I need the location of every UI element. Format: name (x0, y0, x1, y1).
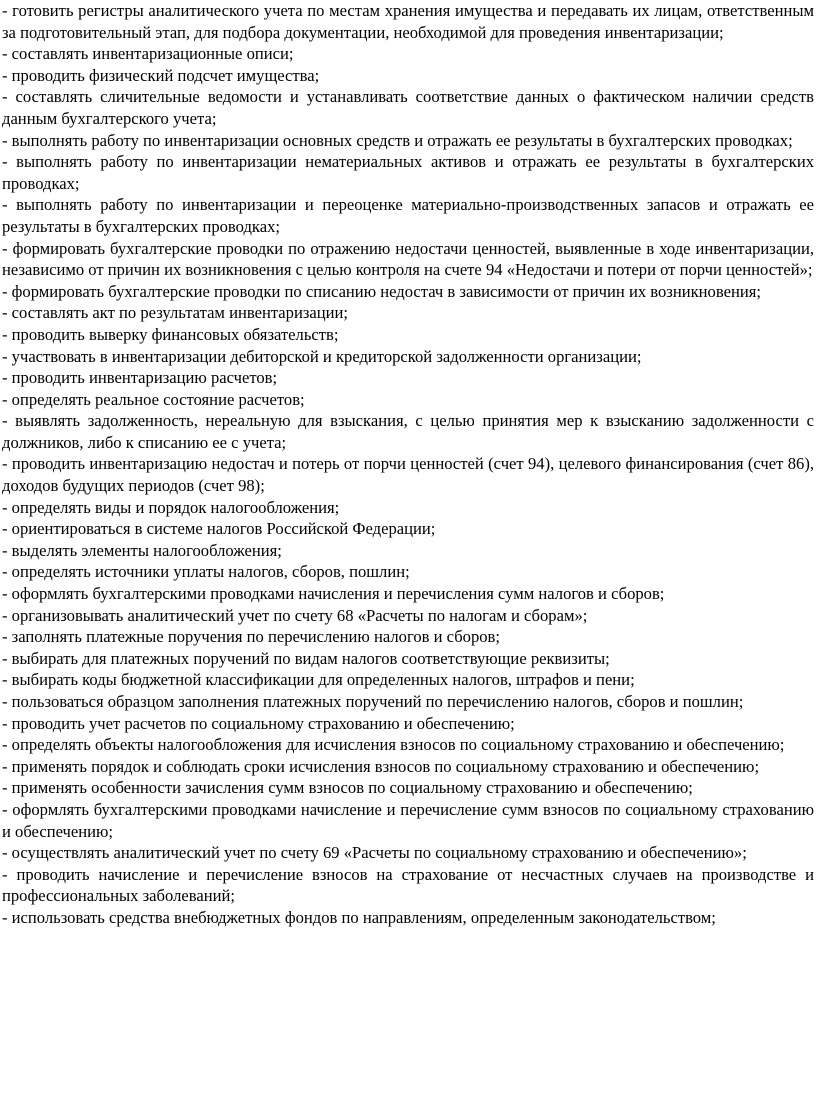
list-item: - определять виды и порядок налогообложения; (2, 497, 340, 517)
list-item: - осуществлять аналитический учет по счету 69 «Расчеты по социальному страхованию и обеспечению»; (2, 843, 747, 863)
list-item: - определять объекты налогообложения для исчисления взносов по социальному страхованию и обеспечению; (2, 735, 785, 755)
list-item: - участвовать в инвентаризации дебиторской и кредиторской задолженности организации; (2, 346, 642, 366)
list-item: - пользоваться образцом заполнения платежных поручений по перечислению налогов, сборов и пошлин; (2, 692, 744, 711)
list-item: - составлять акт по результатам инвентаризации; (2, 303, 348, 323)
list-item: - проводить выверку финансовых обязательств; (2, 324, 339, 344)
list-item: - проводить инвентаризацию недостач и потерь от порчи ценностей (счет 94), целевого финансирования (счет 86), доходов будущих периодов (счет 98); (2, 454, 814, 496)
list-item: - проводить инвентаризацию расчетов; (2, 368, 278, 388)
list-item: - готовить регистры аналитического учета по местам хранения имущества и передавать их лицам, ответственным за подготовительный этап, для подбора документации, необходимой для проведения инвентаризации; (2, 1, 814, 42)
list-item: - выделять элементы налогообложения; (2, 540, 282, 560)
list-item: - организовывать аналитический учет по счету 68 «Расчеты по налогам и сборам»; (2, 605, 588, 625)
list-item: - оформлять бухгалтерскими проводками начисление и перечисление сумм взносов по социальному страхованию и обеспечению; (2, 799, 814, 841)
list-item: - формировать бухгалтерские проводки по отражению недостачи ценностей, выявленные в ходе инвентаризации, независимо от причин их возникновения с целью контроля на счете 94 «Недостачи и потери от порчи ценностей»; (2, 238, 814, 280)
list-item: - выполнять работу по инвентаризации и переоценке материально-производственных запасов и отражать ее результаты в бухгалтерских проводках; (2, 195, 814, 236)
list-item: - формировать бухгалтерские проводки по списанию недостач в зависимости от причин их возникновения; (2, 281, 761, 301)
list-item: - определять источники уплаты налогов, сборов, пошлин; (2, 562, 410, 582)
list-item: - выявлять задолженность, нереальную для взыскания, с целью принятия мер к взысканию задолженности с должников, либо к списанию ее с учета; (2, 411, 814, 452)
list-item: - применять особенности зачисления сумм взносов по социальному страхованию и обеспечению; (2, 778, 693, 798)
list-item: - определять реальное состояние расчетов; (2, 389, 305, 409)
list-item: - выполнять работу по инвентаризации нематериальных активов и отражать ее результаты в бухгалтерских проводках; (2, 152, 814, 193)
list-item: - ориентироваться в системе налогов Российской Федерации; (2, 519, 436, 539)
list-item: - оформлять бухгалтерскими проводками начисления и перечисления сумм налогов и сборов; (2, 584, 665, 604)
list-item: - применять порядок и соблюдать сроки исчисления взносов по социальному страхованию и обеспечению; (2, 756, 760, 776)
list-item: - выбирать коды бюджетной классификации для определенных налогов, штрафов и пени; (2, 670, 635, 690)
list-item: - использовать средства внебюджетных фондов по направлениям, определенным законодательством; (2, 907, 716, 927)
list-item: - заполнять платежные поручения по перечислению налогов и сборов; (2, 627, 500, 647)
list-item: - составлять инвентаризационные описи; (2, 44, 294, 64)
list-item: - выбирать для платежных поручений по видам налогов соответствующие реквизиты; (2, 648, 610, 668)
list-item: - проводить физический подсчет имущества; (2, 65, 320, 85)
list-item: - проводить учет расчетов по социальному страхованию и обеспечению; (2, 713, 515, 733)
list-item: - составлять сличительные ведомости и устанавливать соответствие данных о фактическом наличии средств данным бухгалтерского учета; (2, 87, 814, 128)
list-item: - проводить начисление и перечисление взносов на страхование от несчастных случаев на производстве и профессиональных заболеваний; (2, 864, 814, 906)
list-item: - выполнять работу по инвентаризации основных средств и отражать ее результаты в бухгалтерских проводках; (2, 130, 793, 150)
